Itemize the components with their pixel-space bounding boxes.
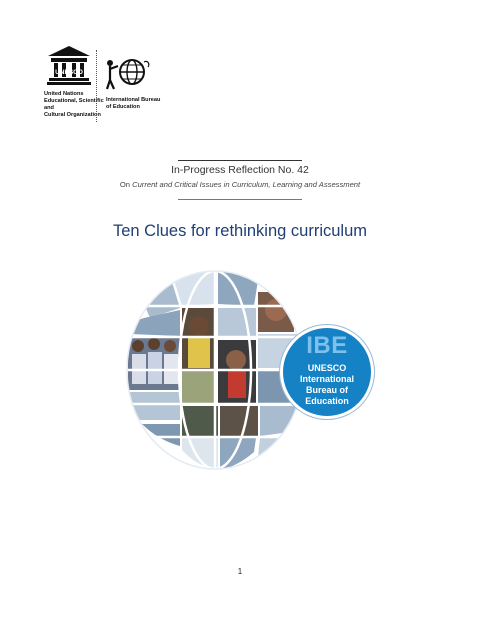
ibe-name-line: of Education bbox=[106, 104, 140, 110]
ibe-badge bbox=[283, 328, 371, 416]
title-rule-top bbox=[178, 160, 302, 161]
document-title: Ten Clues for rethinking curriculum bbox=[112, 222, 368, 240]
series-subtitle-topic: Current and Critical Issues in Curriculum, Learning and Assessment bbox=[132, 180, 361, 189]
globe-photo-collage bbox=[126, 270, 304, 470]
logo-block bbox=[0, 0, 480, 130]
logo-divider bbox=[96, 50, 97, 122]
ibe-badge-line: International bbox=[299, 374, 354, 384]
ibe-badge-line: Bureau of bbox=[305, 385, 348, 395]
unesco-name-line: Educational, Scientific and bbox=[44, 98, 104, 111]
series-title: In-Progress Reflection No. 42 bbox=[171, 164, 309, 176]
unesco-name bbox=[44, 91, 104, 119]
ibe-globe-figure-icon bbox=[104, 54, 152, 92]
ibe-badge-line: UNESCO bbox=[307, 363, 347, 373]
ibe-badge-acronym: IBE bbox=[306, 332, 348, 359]
page-number: 1 bbox=[237, 567, 243, 576]
title-rule-bottom bbox=[178, 199, 302, 200]
unesco-name-line: Cultural Organization bbox=[44, 112, 101, 118]
globe-tile bbox=[128, 392, 180, 420]
unesco-temple-icon bbox=[46, 44, 92, 86]
ibe-name bbox=[106, 97, 166, 111]
ibe-badge-name bbox=[283, 363, 371, 407]
ibe-badge-line: Education bbox=[305, 396, 349, 406]
series-subtitle-lead: On bbox=[119, 180, 130, 189]
photo-classroom bbox=[182, 370, 216, 404]
ibe-name-line: International Bureau bbox=[106, 97, 161, 103]
unesco-name-line: United Nations bbox=[44, 91, 84, 97]
unesco-emblem-lettering: UNESCO bbox=[55, 69, 83, 76]
series-subtitle bbox=[0, 180, 480, 189]
